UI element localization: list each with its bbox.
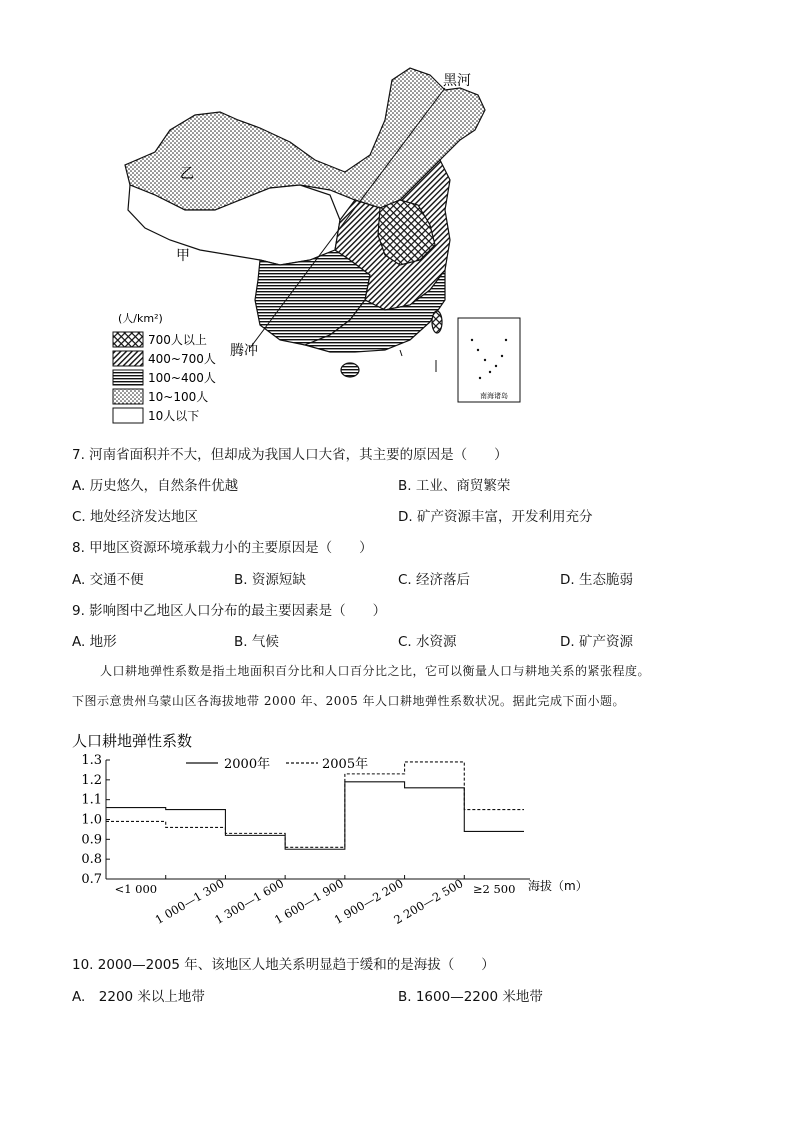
q9-option-a[interactable]: A. 地形 xyxy=(72,634,117,650)
chart-xlabel: 海拔（m） xyxy=(528,879,588,893)
x-tick-label: 1 300—1 600 xyxy=(212,876,287,927)
chart-series xyxy=(106,762,524,849)
question-9-stem: 9. 影响图中乙地区人口分布的最主要因素是（ ） xyxy=(72,603,387,619)
question-7-stem: 7. 河南省面积并不大，但却成为我国人口大省，其主要的原因是（ ） xyxy=(72,447,508,463)
q7-option-a[interactable]: A. 历史悠久，自然条件优越 xyxy=(72,478,239,494)
legend-swatch-2 xyxy=(113,351,143,366)
x-tick-label: 1 600—1 900 xyxy=(272,876,346,927)
y-tick-label: 0.9 xyxy=(81,832,102,848)
intro-paragraph-line-2: 下图示意贵州乌蒙山区各海拔地带 2000 年、2005 年人口耕地弹性系数状况。据此完成下面小题。 xyxy=(72,694,626,708)
question-8-stem: 8. 甲地区资源环境承载力小的主要原因是（ ） xyxy=(72,540,373,556)
legend-unit: (人/km²) xyxy=(118,312,163,325)
q7-option-c[interactable]: C. 地处经济发达地区 xyxy=(72,509,199,525)
series-line-2005年 xyxy=(106,762,524,847)
label-yi: 乙 xyxy=(180,166,194,182)
legend-swatch-4 xyxy=(113,389,143,404)
elasticity-chart xyxy=(70,728,630,928)
q9-option-b[interactable]: B. 气候 xyxy=(234,634,279,650)
label-tengchong: 腾冲 xyxy=(230,343,258,359)
chart-title: 人口耕地弹性系数 xyxy=(72,732,193,750)
legend xyxy=(113,332,216,423)
inset-frame xyxy=(458,318,520,402)
legend-label-5: 10人以下 xyxy=(148,409,200,423)
legend-label-3: 100~400人 xyxy=(148,371,216,385)
chart-legend xyxy=(186,756,368,772)
legend-swatch-1 xyxy=(113,332,143,347)
legend-swatch-5 xyxy=(113,408,143,423)
inset-label: 南海诸岛 xyxy=(480,392,508,400)
chart-x-ticks xyxy=(115,875,516,927)
map-hainan xyxy=(341,363,359,377)
q8-option-a[interactable]: A. 交通不便 xyxy=(72,572,144,588)
q7-option-b[interactable]: B. 工业、商贸繁荣 xyxy=(398,478,511,494)
china-population-density-map xyxy=(100,60,530,435)
x-tick-label: ≥2 500 xyxy=(472,882,516,896)
label-jia: 甲 xyxy=(176,248,190,264)
legend-label-2005: 2005年 xyxy=(322,757,369,772)
sea-dash-2 xyxy=(400,350,402,356)
y-tick-label: 1.1 xyxy=(81,792,102,808)
chart-axes xyxy=(106,760,530,879)
legend-label-4: 10~100人 xyxy=(148,390,209,404)
q8-option-c[interactable]: C. 经济落后 xyxy=(398,572,471,588)
y-tick-label: 0.8 xyxy=(81,852,102,868)
y-tick-label: 1.2 xyxy=(81,772,102,788)
q9-option-d[interactable]: D. 矿产资源 xyxy=(560,634,633,650)
y-tick-label: 0.7 xyxy=(81,872,102,887)
x-tick-label: 1 000—1 300 xyxy=(152,876,227,927)
legend-swatch-3 xyxy=(113,370,143,385)
x-tick-label: 2 200—2 500 xyxy=(391,876,466,927)
y-tick-label: 1.0 xyxy=(81,812,102,828)
legend-label-2000: 2000年 xyxy=(224,757,271,772)
legend-label-2: 400~700人 xyxy=(148,352,216,366)
x-tick-label: <1 000 xyxy=(114,882,158,896)
q7-option-d[interactable]: D. 矿产资源丰富，开发利用充分 xyxy=(398,509,593,525)
y-tick-label: 1.3 xyxy=(81,753,102,768)
q8-option-d[interactable]: D. 生态脆弱 xyxy=(560,572,633,588)
q10-option-b[interactable]: B. 1600—2200 米地带 xyxy=(398,989,543,1005)
q8-option-b[interactable]: B. 资源短缺 xyxy=(234,572,306,588)
x-tick-label: 1 900—2 200 xyxy=(331,876,406,927)
series-line-2000年 xyxy=(106,782,524,849)
legend-label-1: 700人以上 xyxy=(148,333,207,347)
map-taiwan xyxy=(432,311,442,333)
q10-option-a[interactable]: A. 2200 米以上地带 xyxy=(72,989,205,1005)
intro-paragraph-line-1: 人口耕地弹性系数是指土地面积百分比和人口百分比之比，它可以衡量人口与耕地关系的紧张程度。 xyxy=(100,664,651,678)
q9-option-c[interactable]: C. 水资源 xyxy=(398,634,457,650)
question-10-stem: 10. 2000—2005 年、该地区人地关系明显趋于缓和的是海拔（ ） xyxy=(72,957,495,973)
label-heihe: 黑河 xyxy=(443,73,471,89)
